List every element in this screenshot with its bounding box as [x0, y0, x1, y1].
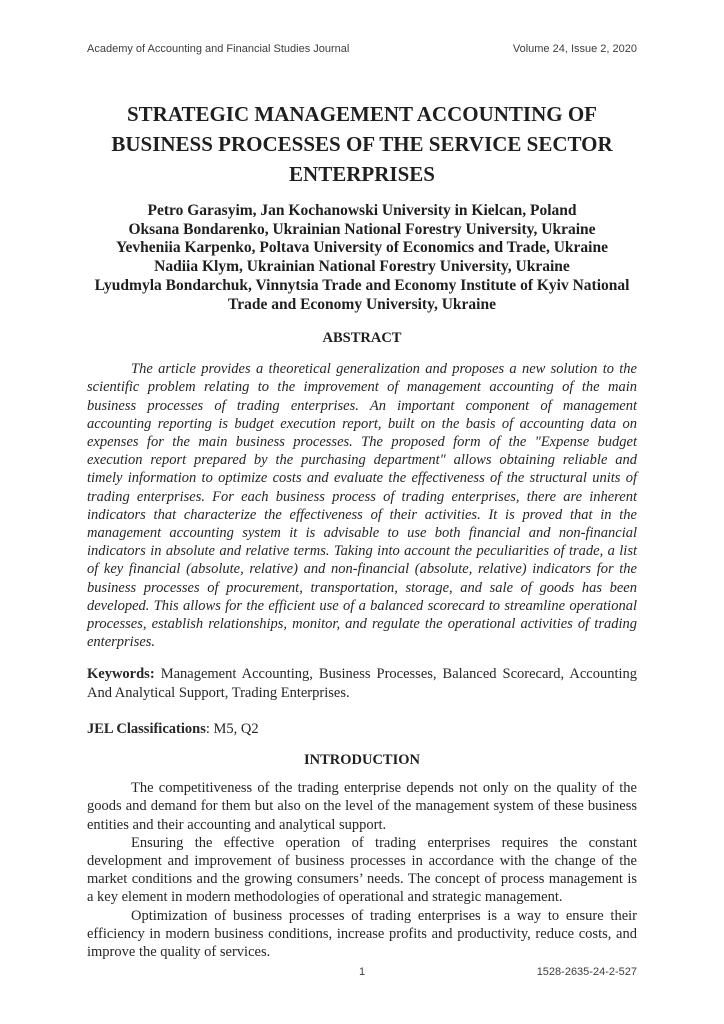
author-list	[87, 202, 637, 314]
article-title: STRATEGIC MANAGEMENT ACCOUNTING OF BUSINESS PROCESSES OF THE SERVICE SECTOR ENTERPRISES	[111, 102, 613, 186]
running-header	[87, 43, 637, 56]
author-line: Oksana Bondarenko, Ukrainian National Forestry University, Ukraine	[128, 220, 596, 238]
introduction-heading: INTRODUCTION	[303, 752, 420, 769]
author-line: Yevheniia Karpenko, Poltava University of Economics and Trade, Ukraine	[116, 239, 608, 257]
jel-classifications-block	[87, 720, 637, 739]
abstract-text: The article provides a theoretical generalization and proposes a new solution to the scientific problem relating to the improvement of management accounting of the main business processes of trading enterprises. An important component of management accounting reporting is budget execution report, built on the basis of accounting data on expenses for the main business processes. The proposed form of the "Expense budget execution report prepared by the purchasing department" allows obtaining reliable and timely information to optimize costs and evaluate the effectiveness of the structural units of trading enterprises. For each business process of trading enterprises, there are inherent indicators that characterize the effectiveness of their activities. It is proved that in the management accounting system it is advisable to use both financial and non-financial indicators in absolute and relative terms. Taking into account the peculiarities of trade, a list of key financial (absolute, relative) and non-financial (absolute, relative) indicators for the business processes of procurement, transportation, storage, and sale of goods has been developed. This allows for the efficient use of a balanced scorecard to streamline operational processes, establish relationships, monitor, and regulate the operational activities of trading enterprises.	[87, 361, 637, 651]
abstract-heading: ABSTRACT	[322, 330, 402, 347]
intro-paragraph-3: Optimization of business processes of trading enterprises is a way to ensure their efficiency in modern business conditions, increase profits and productivity, reduce costs, and improve the quality of services.	[87, 907, 637, 961]
author-line: Petro Garasyim, Jan Kochanowski University in Kielcan, Poland	[147, 202, 577, 219]
keywords-block	[87, 665, 637, 702]
jel-text: : M5, Q2	[205, 720, 259, 737]
jel-label: JEL Classifications	[87, 720, 206, 737]
volume-info: Volume 24, Issue 2, 2020	[512, 43, 637, 55]
page-number: 1	[358, 966, 366, 978]
intro-paragraph-1: The competitiveness of the trading enterprise depends not only on the quality of the goods and demand for them but also on the level of the management system of these business entities and their accounting and analytical support.	[87, 780, 637, 833]
keywords-text: Management Accounting, Business Processes, Balanced Scorecard, Accounting And Analytical Support, Trading Enterprises.	[87, 666, 637, 702]
keywords-label: Keywords:	[87, 666, 155, 683]
author-line: Lyudmyla Bondarchuk, Vinnytsia Trade and Economy Institute of Kyiv National Trade and Economy University, Ukraine	[94, 276, 630, 313]
article-code: 1528-2635-24-2-527	[536, 966, 637, 978]
journal-name: Academy of Accounting and Financial Studies Journal	[87, 43, 350, 55]
author-line: Nadiia Klym, Ukrainian National Forestry University, Ukraine	[154, 258, 570, 276]
intro-paragraph-2: Ensuring the effective operation of trading enterprises requires the constant development and improvement of business processes in accordance with the change of the market conditions and the growing consumers’ needs. The concept of process management is a key element in modern methodologies of operational and strategic management.	[87, 834, 637, 906]
page-footer	[87, 966, 637, 980]
